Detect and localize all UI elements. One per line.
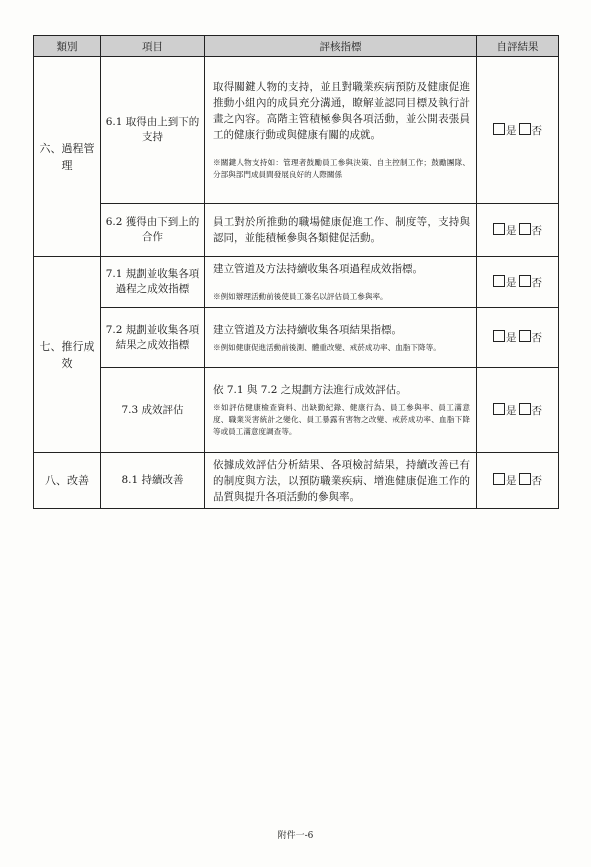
yes-label: 是 bbox=[506, 475, 517, 487]
checkbox-yes[interactable] bbox=[493, 223, 505, 235]
criteria-text: 建立管道及方法持續收集各項過程成效指標。 bbox=[213, 263, 423, 275]
no-label: 否 bbox=[531, 276, 542, 289]
self-eval-cell bbox=[477, 204, 559, 257]
table-row bbox=[34, 308, 559, 368]
header-criteria: 評核指標 bbox=[205, 36, 477, 57]
checkbox-no[interactable] bbox=[519, 223, 531, 235]
table-header-row bbox=[34, 36, 559, 57]
item-cell: 7.3 成效評估 bbox=[101, 368, 205, 453]
criteria-cell bbox=[205, 308, 477, 368]
criteria-cell bbox=[205, 57, 477, 204]
no-option[interactable] bbox=[519, 277, 543, 289]
checkbox-no[interactable] bbox=[519, 473, 531, 485]
yes-option[interactable] bbox=[493, 405, 517, 417]
self-eval-cell bbox=[477, 257, 559, 308]
criteria-note: ※如評估健康檢查資料、出缺勤紀錄、健康行為、員工參與率、員工滿意度、職業災害統計之變化、員工暴露有害物之改變、戒菸成功率、血脂下降等或員工滿意度調查等。 bbox=[213, 403, 470, 436]
criteria-text: 依 7.1 與 7.2 之規劃方法進行成效評估。 bbox=[213, 384, 407, 396]
no-option[interactable] bbox=[519, 225, 543, 237]
yes-label: 是 bbox=[506, 332, 517, 344]
no-option[interactable] bbox=[519, 125, 543, 137]
criteria-cell bbox=[205, 204, 477, 257]
category-cell: 七、推行成效 bbox=[34, 257, 101, 453]
page-footer: 附件一-6 bbox=[277, 831, 314, 841]
criteria-note: ※關鍵人物支持如：管理者鼓勵員工參與決策、自主控制工作；鼓勵團隊、分部與部門成員間發展良好的人際關係 bbox=[213, 158, 470, 179]
no-label: 否 bbox=[531, 475, 542, 487]
checkbox-no[interactable] bbox=[519, 123, 531, 135]
yes-option[interactable] bbox=[493, 332, 517, 344]
yes-label: 是 bbox=[506, 404, 517, 417]
checkbox-no[interactable] bbox=[519, 403, 531, 415]
header-self-eval: 自評結果 bbox=[477, 36, 559, 57]
item-cell: 7.2 規劃並收集各項結果之成效指標 bbox=[101, 308, 205, 368]
table-row bbox=[34, 57, 559, 204]
yes-label: 是 bbox=[506, 276, 517, 289]
yes-label: 是 bbox=[506, 124, 517, 137]
category-cell: 六、過程管理 bbox=[34, 57, 101, 257]
table-row bbox=[34, 368, 559, 453]
header-category: 類別 bbox=[34, 36, 101, 57]
criteria-text: 建立管道及方法持續收集各項結果指標。 bbox=[213, 323, 402, 336]
no-label: 否 bbox=[531, 124, 542, 137]
yes-option[interactable] bbox=[493, 225, 517, 237]
no-option[interactable] bbox=[519, 405, 543, 417]
checkbox-yes[interactable] bbox=[493, 403, 505, 415]
checkbox-no[interactable] bbox=[519, 330, 531, 342]
yes-option[interactable] bbox=[493, 125, 517, 137]
item-cell: 6.1 取得由上到下的支持 bbox=[101, 57, 205, 204]
criteria-cell bbox=[205, 368, 477, 453]
criteria-text: 取得關鍵人物的支持，並且對職業疾病預防及健康促進推動小組內的成員充分溝通，瞭解並認同目標及執行計畫之內容。高階主管積極參與各項活動，並公開表張員工的健康行動或與健康有關的成就。 bbox=[213, 81, 470, 141]
no-label: 否 bbox=[531, 224, 542, 237]
criteria-note: ※例如辦理活動前後使員工簽名以評估員工參與率。 bbox=[213, 292, 388, 301]
self-eval-cell bbox=[477, 453, 559, 509]
yes-label: 是 bbox=[506, 224, 517, 237]
criteria-text: 依據成效評估分析結果、各項檢討結果，持續改善已有的制度與方法，以預防職業疾病、增進健康促進工作的品質與提升各項活動的參與率。 bbox=[213, 458, 470, 503]
evaluation-table bbox=[33, 35, 559, 509]
checkbox-yes[interactable] bbox=[493, 123, 505, 135]
criteria-cell bbox=[205, 257, 477, 308]
no-option[interactable] bbox=[519, 475, 543, 487]
self-eval-cell bbox=[477, 368, 559, 453]
item-cell: 6.2 獲得由下到上的合作 bbox=[101, 204, 205, 257]
table-row bbox=[34, 453, 559, 509]
checkbox-no[interactable] bbox=[519, 275, 531, 287]
evaluation-sheet bbox=[33, 35, 559, 509]
category-cell: 八、改善 bbox=[34, 453, 101, 509]
no-label: 否 bbox=[531, 404, 542, 417]
table-row bbox=[34, 204, 559, 257]
checkbox-yes[interactable] bbox=[493, 275, 505, 287]
header-item: 項目 bbox=[101, 36, 205, 57]
criteria-text: 員工對於所推動的職場健康促進工作、制度等，支持與認同，並能積極參與各類健促活動。 bbox=[213, 216, 470, 244]
yes-option[interactable] bbox=[493, 475, 517, 487]
criteria-cell bbox=[205, 453, 477, 509]
item-cell: 7.1 規劃並收集各項過程之成效指標 bbox=[101, 257, 205, 308]
item-cell: 8.1 持續改善 bbox=[101, 453, 205, 509]
self-eval-cell bbox=[477, 308, 559, 368]
checkbox-yes[interactable] bbox=[493, 473, 505, 485]
table-row bbox=[34, 257, 559, 308]
criteria-note: ※例如健康促進活動前後測、體重改變、戒菸成功率、血脂下降等。 bbox=[213, 342, 441, 352]
no-label: 否 bbox=[531, 332, 542, 344]
yes-option[interactable] bbox=[493, 277, 517, 289]
checkbox-yes[interactable] bbox=[493, 330, 505, 342]
self-eval-cell bbox=[477, 57, 559, 204]
no-option[interactable] bbox=[519, 332, 543, 344]
